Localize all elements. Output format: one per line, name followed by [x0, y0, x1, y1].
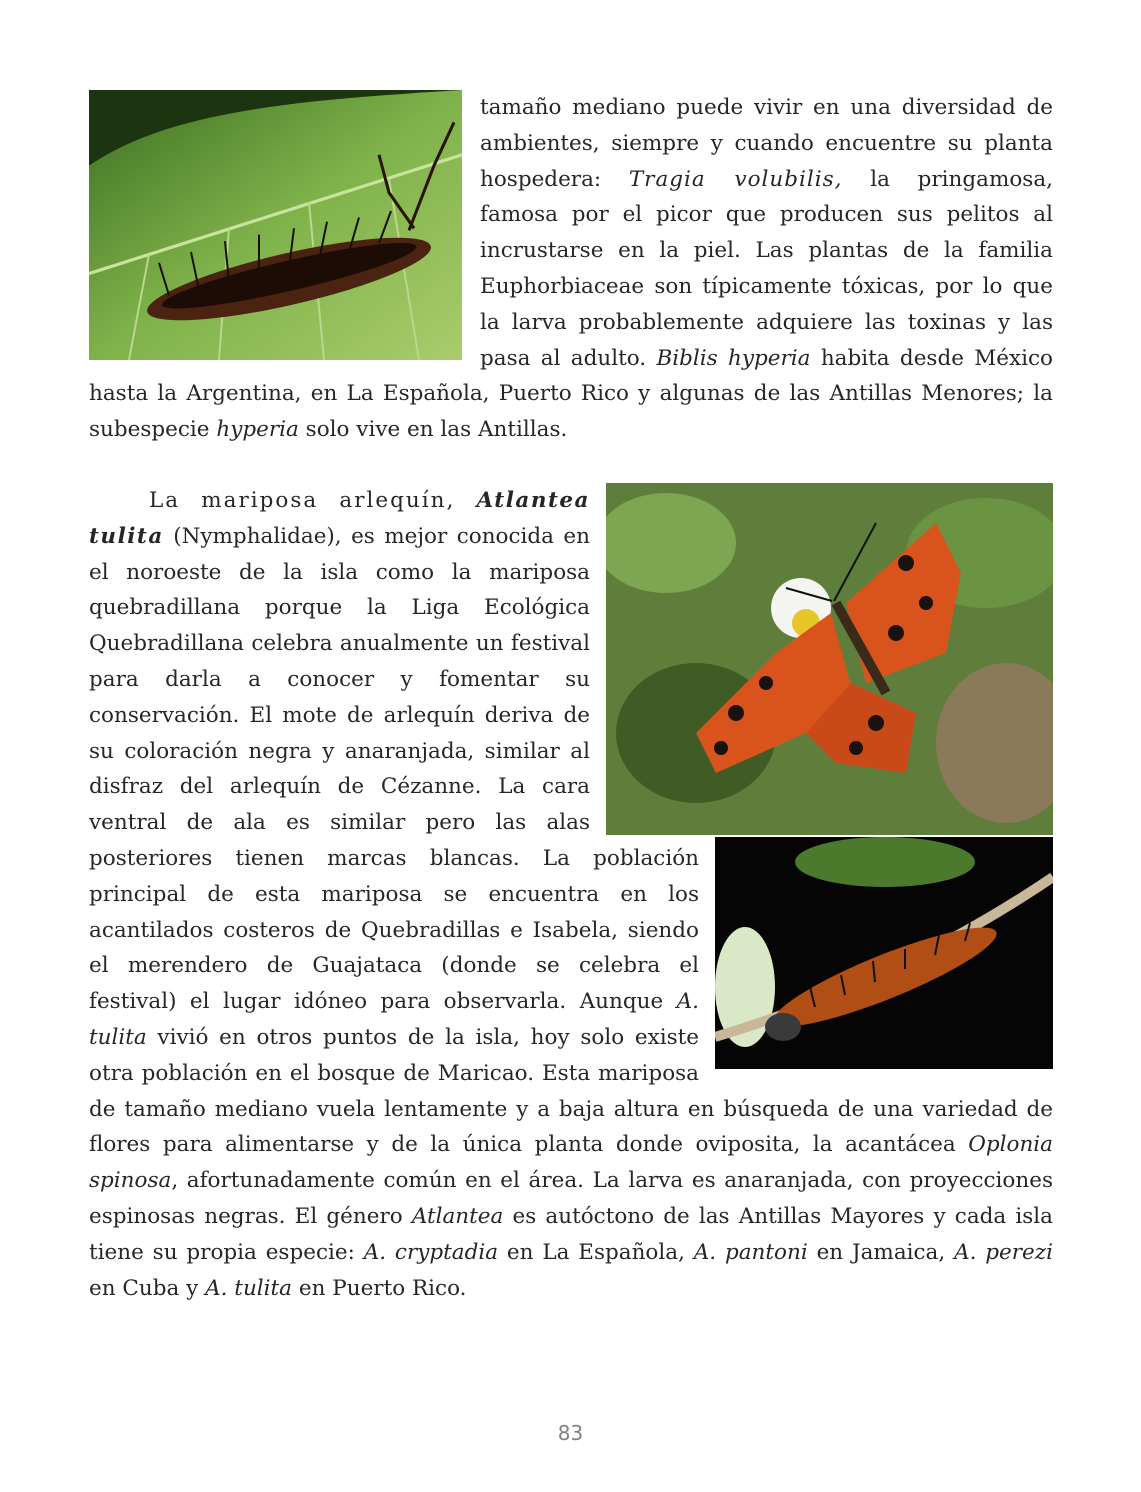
caterpillar-leaf-photo	[89, 90, 462, 360]
paragraph-atlantea: La mariposa arlequín, Atlantea tulita (Nymphalidae), es mejor conocida en el noroeste de la isla como la mariposa quebradillana porque la Liga Ecológica Quebradillana celebra anualmente un festival para darla a conocer y fomentar su conservación. El mote de arlequín deriva de su coloración negra y anaranjada, similar al disfraz del arlequín de Cézanne. La cara ventral de ala es similar pero las alas posteriores tienen marcas blancas. La población principal de esta mariposa se encuentra en los acantilados costeros de Quebradillas e Isabela, siendo el merendero de Guajataca (donde se celebra el festival) el lugar idóneo para observarla. Aunque A. tulita vivió en otros puntos de la isla, hoy solo existe otra población en el bosque de Maricao. Esta mariposa de tamaño mediano vuela lentamente y a baja altura en búsqueda de una variedad de flores para alimentarse y de la única planta donde oviposita, la acantácea Oplonia spinosa, afortunadamente común en el área. La larva es anaranjada, con proyecciones espinosas negras. El género Atlantea es autóctono de las Antillas Mayores y cada isla tiene su propia especie: A. cryptadia en La Española, A. pantoni en Jamaica, A. perezi en Cuba y A. tulita en Puerto Rico.	[89, 483, 1053, 1306]
paragraph-biblis: tamaño mediano puede vivir en una diversidad de ambientes, siempre y cuando encuentre su planta hospedera: Tragia volubilis, la pringamosa, famosa por el picor que producen sus pelitos al incrustarse en la piel. Las plantas de la familia Euphorbiaceae son típicamente tóxicas, por lo que la larva probablemente adquiere las toxinas y las pasa al adulto. Biblis hyperia habita desde México hasta la Argentina, en La Española, Puerto Rico y algunas de las Antillas Menores; la subespecie hyperia solo vive en las Antillas.	[89, 90, 1053, 448]
subspecies-hyperia: hyperia	[216, 417, 299, 443]
species-a-perezi: A. perezi	[954, 1239, 1053, 1265]
species-a-cryptadia: A. cryptadia	[363, 1239, 499, 1265]
species-oplonia: Oplonia spinosa	[89, 1132, 1053, 1194]
page-number: 83	[557, 1421, 584, 1445]
species-atlantea-tulita: Atlantea tulita	[89, 488, 590, 549]
species-a-tulita: A. tulita	[89, 989, 699, 1050]
species-a-pantoni: A. pantoni	[693, 1239, 808, 1265]
species-biblis: Biblis hyperia	[656, 345, 811, 371]
species-tragia: Tragia volubilis,	[628, 166, 843, 192]
butterfly-photo	[606, 483, 1053, 835]
genus-atlantea: Atlantea	[411, 1203, 504, 1229]
larva-branch-photo	[715, 837, 1053, 1069]
species-a-tulita-2: A. tulita	[205, 1275, 293, 1301]
